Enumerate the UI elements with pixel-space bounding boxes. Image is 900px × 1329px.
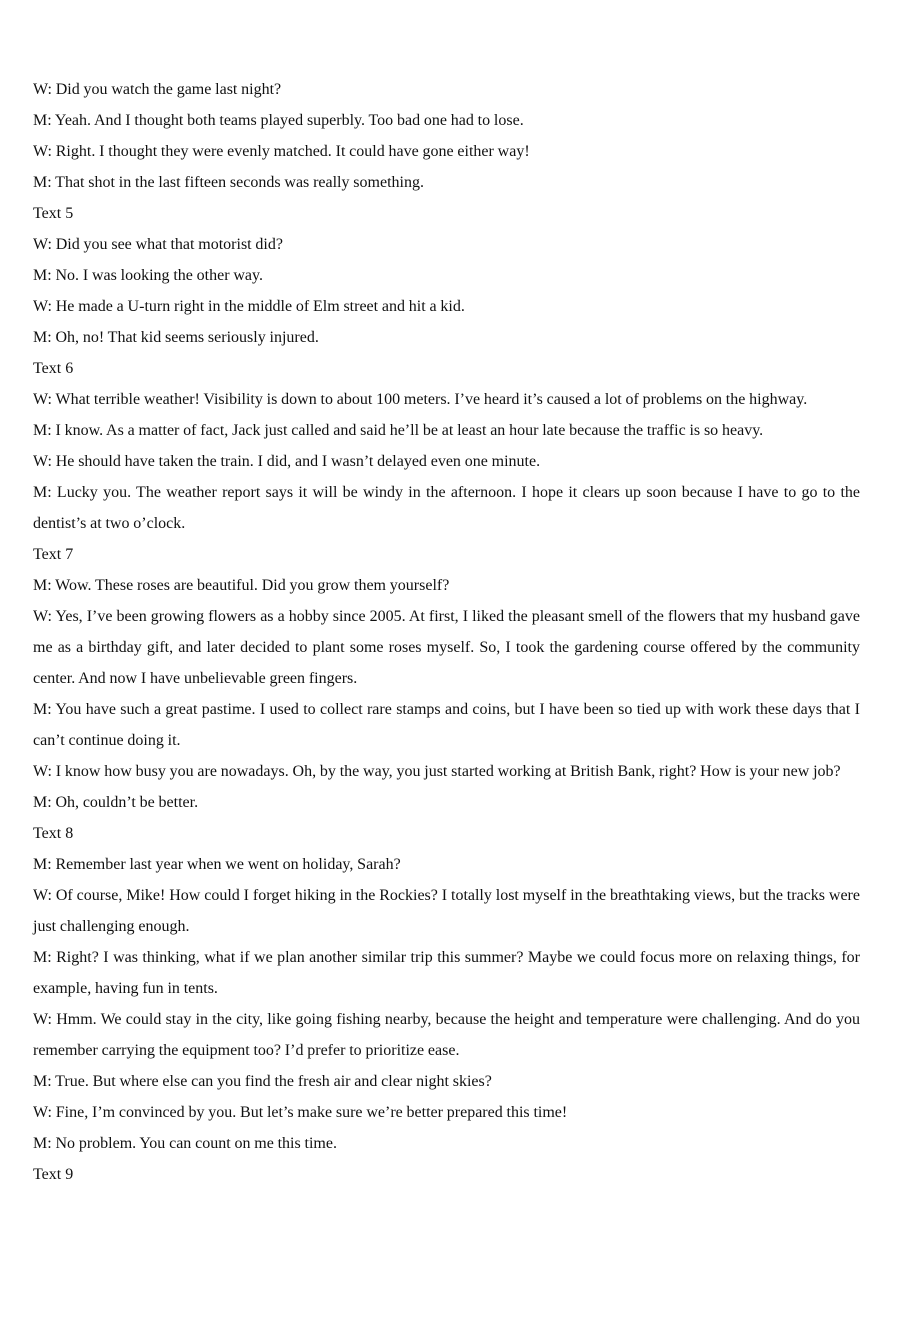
document-page (33, 74, 860, 1190)
dialogue-line: M: True. But where else can you find the fresh air and clear night skies? (33, 1073, 492, 1090)
dialogue-line: M: Lucky you. The weather report says it will be windy in the afternoon. I hope it clears up soon because I have to go to the dentist’s at two o’clock. (33, 484, 860, 532)
dialogue-line: M: Remember last year when we went on holiday, Sarah? (33, 856, 401, 873)
dialogue-line: W: What terrible weather! Visibility is down to about 100 meters. I’ve heard it’s caused a lot of problems on the highway. (33, 391, 808, 408)
dialogue-line: M: Oh, no! That kid seems seriously injured. (33, 329, 319, 346)
section-heading: Text 7 (33, 546, 74, 563)
dialogue-line: M: I know. As a matter of fact, Jack just called and said he’ll be at least an hour late because the traffic is so heavy. (33, 422, 764, 439)
dialogue-line: M: No. I was looking the other way. (33, 267, 263, 284)
dialogue-line: W: Yes, I’ve been growing flowers as a hobby since 2005. At first, I liked the pleasant smell of the flowers that my husband gave me as a birthday gift, and later decided to plant some roses myself. So, I took the gardening course offered by the community center. And now I have unbelievable green fingers. (33, 608, 860, 687)
dialogue-line: W: He should have taken the train. I did, and I wasn’t delayed even one minute. (33, 453, 541, 470)
dialogue-line: W: Right. I thought they were evenly matched. It could have gone either way! (33, 143, 530, 160)
dialogue-line: W: Did you watch the game last night? (33, 81, 282, 98)
section-heading: Text 5 (33, 205, 74, 222)
dialogue-line: M: Oh, couldn’t be better. (33, 794, 199, 811)
section-heading: Text 9 (33, 1166, 74, 1183)
dialogue-line: M: No problem. You can count on me this time. (33, 1135, 337, 1152)
dialogue-line: W: Hmm. We could stay in the city, like going fishing nearby, because the height and temperature were challenging. And do you remember carrying the equipment too? I’d prefer to prioritize ease. (33, 1011, 860, 1059)
dialogue-line: M: That shot in the last fifteen seconds was really something. (33, 174, 424, 191)
section-heading: Text 6 (33, 360, 74, 377)
dialogue-line: M: Yeah. And I thought both teams played superbly. Too bad one had to lose. (33, 112, 524, 129)
dialogue-line: W: Fine, I’m convinced by you. But let’s make sure we’re better prepared this time! (33, 1104, 568, 1121)
dialogue-line: W: Did you see what that motorist did? (33, 236, 283, 253)
dialogue-line: W: I know how busy you are nowadays. Oh, by the way, you just started working at British Bank, right? How is your new job? (33, 763, 841, 780)
dialogue-line: M: Right? I was thinking, what if we plan another similar trip this summer? Maybe we could focus more on relaxing things, for example, having fun in tents. (33, 949, 860, 997)
dialogue-line: W: Of course, Mike! How could I forget hiking in the Rockies? I totally lost myself in the breathtaking views, but the tracks were just challenging enough. (33, 887, 860, 935)
dialogue-line: M: Wow. These roses are beautiful. Did you grow them yourself? (33, 577, 450, 594)
section-heading: Text 8 (33, 825, 74, 842)
dialogue-line: M: You have such a great pastime. I used to collect rare stamps and coins, but I have been so tied up with work these days that I can’t continue doing it. (33, 701, 860, 749)
dialogue-line: W: He made a U-turn right in the middle of Elm street and hit a kid. (33, 298, 465, 315)
